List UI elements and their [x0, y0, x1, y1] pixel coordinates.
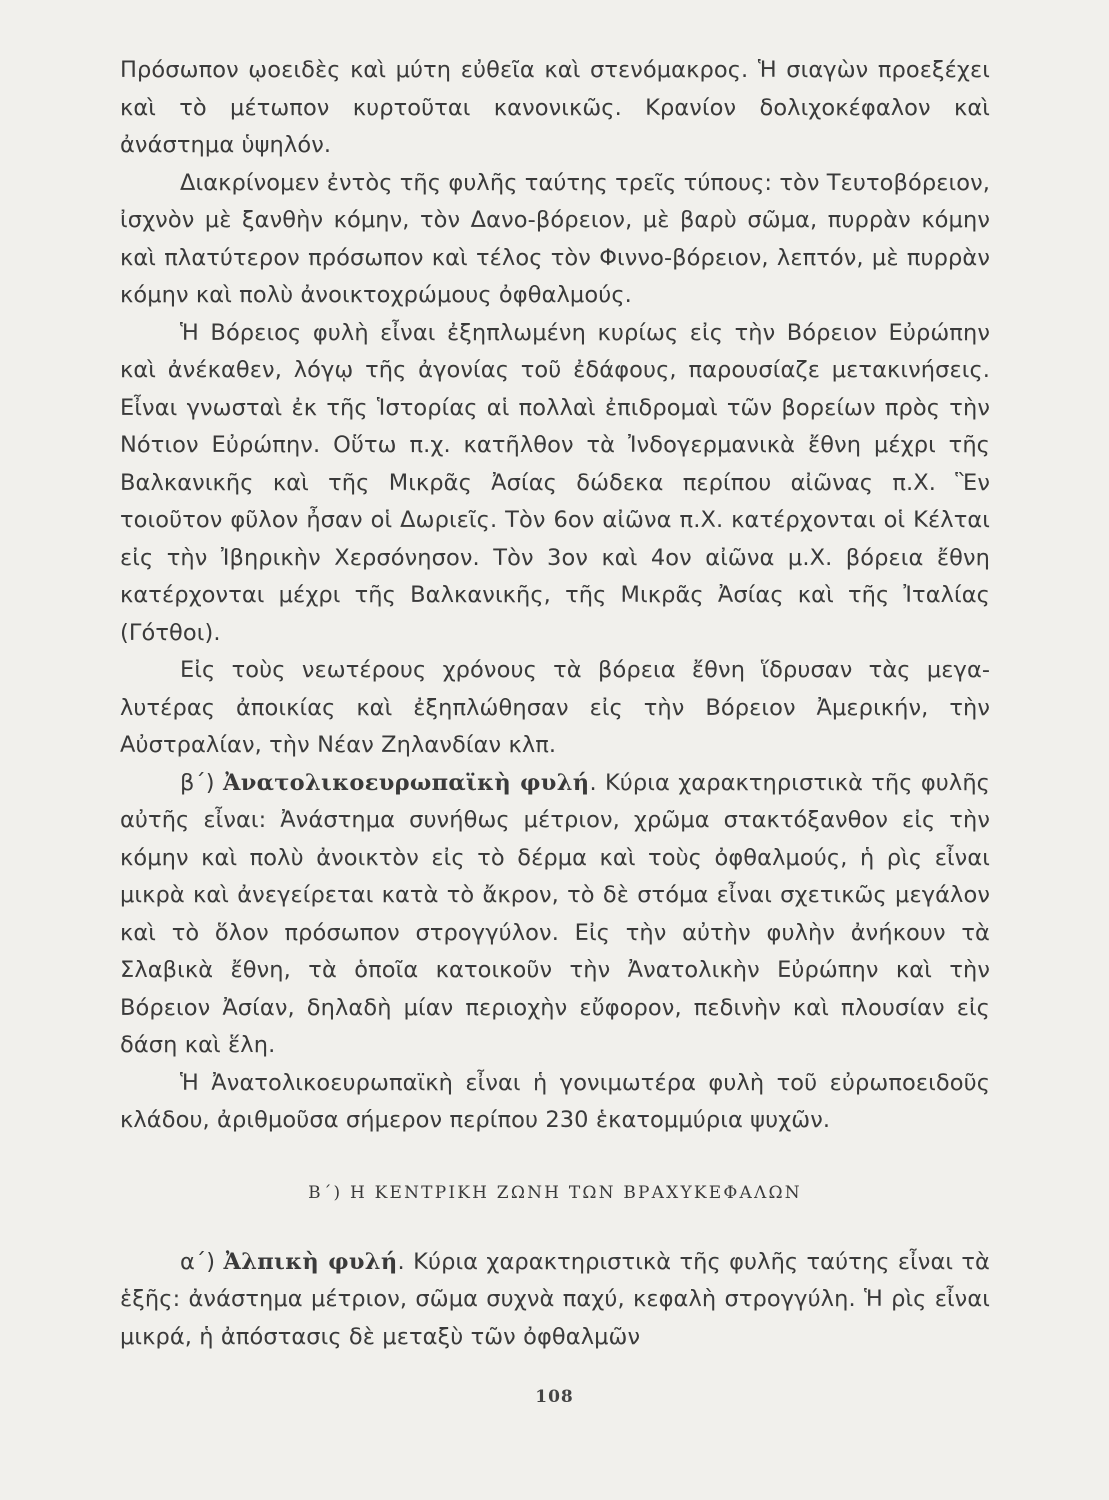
alpine-race-title: Ἀλπικὴ φυλή: [223, 1248, 398, 1275]
paragraph-face-description: Πρόσωπον ῳοειδὲς καὶ μύτη εὐθεῖα καὶ στενόμακρος. Ἡ σιαγὼν προεξέχει καὶ τὸ μέτωπον κυρτοῦται κανονικῶς. Κρανίον δολιχοκέφαλον καὶ ἀνάστημα ὑψηλόν.: [120, 57, 990, 158]
east-european-race-title: Ἀνατολικοευρωπαϊκὴ φυλή: [222, 769, 590, 796]
alpine-race-body: . Κύρια χαρακτηριστικὰ τῆς φυλῆς ταύτης εἶναι τὰ ἑξῆς: ἀνάστημα μέτριον, σῶμα συχνὰ παχύ, κεφαλὴ στρογγύλη. Ἡ ρὶς εἶναι μικρά, ἡ ἀπόστασις δὲ μεταξὺ τῶν ὀφθαλμῶν: [120, 1248, 990, 1350]
section-marker-alpha: α΄): [180, 1248, 224, 1275]
paragraph-nordic-migrations: Ἡ Βόρειος φυλὴ εἶναι ἐξηπλωμένη κυρίως εἰς τὴν Βόρειον Εὐρώπην καὶ ἀνέκαθεν, λόγῳ τῆς ἀγονίας τοῦ ἐδάφους, παρουσίαζε μετακινήσεις. Εἶναι γνωσταὶ ἐκ τῆς Ἱστορίας αἱ πολλαὶ ἐπιδρομαὶ τῶν βορείων πρὸς τὴν Νότιον Εὐρώπην. Οὕτω π.χ. κατῆλθον τὰ Ἰνδογερμανικὰ ἔθνη μέχρι τῆς Βαλκανικῆς καὶ τῆς Μικρᾶς Ἀσίας δώδεκα περίπου αἰῶνας π.Χ. Ἓν τοιοῦτον φῦλον ἦσαν οἱ Δωριεῖς. Τὸν 6ον αἰῶνα π.Χ. κατέρχονται οἱ Κέλται εἰς τὴν Ἰβηρικὴν Χερσόνησον. Τὸν 3ον καὶ 4ον αἰῶνα μ.Χ. βόρεια ἔθνη κατέρχονται μέχρι τῆς Βαλκανικῆς, τῆς Μικρᾶς Ἀσίας καὶ τῆς Ἰταλίας (Γότθοι).: [120, 319, 990, 646]
section-heading-central-zone: Β΄) Η ΚΕΝΤΡΙΚΗ ΖΩΝΗ ΤΩΝ ΒΡΑΧΥΚΕΦΑΛΩΝ: [308, 1182, 802, 1203]
section-marker-beta: β΄): [180, 769, 223, 796]
book-page: [120, 52, 990, 1356]
paragraph-east-european-race: [120, 765, 990, 1065]
paragraph-alpine-race: [120, 1244, 990, 1357]
paragraph-nordic-types: Διακρίνομεν ἐντὸς τῆς φυλῆς ταύτης τρεῖς τύπους: τὸν Τευτοβόρειον, ἰσχνὸν μὲ ξανθὴν κόμην, τὸν Δανο-βόρειον, μὲ βαρὺ σῶμα, πυρρὰν κόμην καὶ πλατύτερον πρόσωπον καὶ τέλος τὸν Φιννο-βόρειον, λεπτόν, μὲ πυρρὰν κόμην καὶ πολὺ ἀνοικτοχρώμους ὀφθαλμούς.: [120, 169, 990, 308]
paragraph-modern-colonies: Εἰς τοὺς νεωτέρους χρόνους τὰ βόρεια ἔθνη ἵδρυσαν τὰς μεγαλυτέρας ἀποικίας καὶ ἐξηπλώθησαν εἰς τὴν Βόρειον Ἀμερικήν, τὴν Αὐστραλίαν, τὴν Νέαν Ζηλανδίαν κλπ.: [120, 657, 990, 758]
paragraph-east-european-population: Ἡ Ἀνατολικοευρωπαϊκὴ εἶναι ἡ γονιμωτέρα φυλὴ τοῦ εὐρωποειδοῦς κλάδου, ἀριθμοῦσα σήμερον περίπου 230 ἑκατομμύρια ψυχῶν.: [120, 1069, 990, 1133]
east-european-race-body: . Κύρια χαρακτηριστικὰ τῆς φυλῆς αὐτῆς εἶναι: Ἀνάστημα συνήθως μέτριον, χρῶμα στακτόξανθον εἰς τὴν κόμην καὶ πολὺ ἀνοικτὸν εἰς τὸ δέρμα καὶ τοὺς ὀφθαλμούς, ἡ ρὶς εἶναι μικρὰ καὶ ἀνεγείρεται κατὰ τὸ ἄκρον, τὸ δὲ στόμα εἶναι σχετικῶς μεγάλον καὶ τὸ ὅλον πρόσωπον στρογγύλον. Εἰς τὴν αὐτὴν φυλὴν ἀνήκουν τὰ Σλαβικὰ ἔθνη, τὰ ὁποῖα κατοικοῦν τὴν Ἀνατολικὴν Εὐρώπην καὶ τὴν Βόρειον Ἀσίαν, δηλαδὴ μίαν περιοχὴν εὔφορον, πεδινὴν καὶ πλουσίαν εἰς δάση καὶ ἕλη.: [120, 769, 990, 1058]
page-number: 108: [535, 1387, 574, 1407]
